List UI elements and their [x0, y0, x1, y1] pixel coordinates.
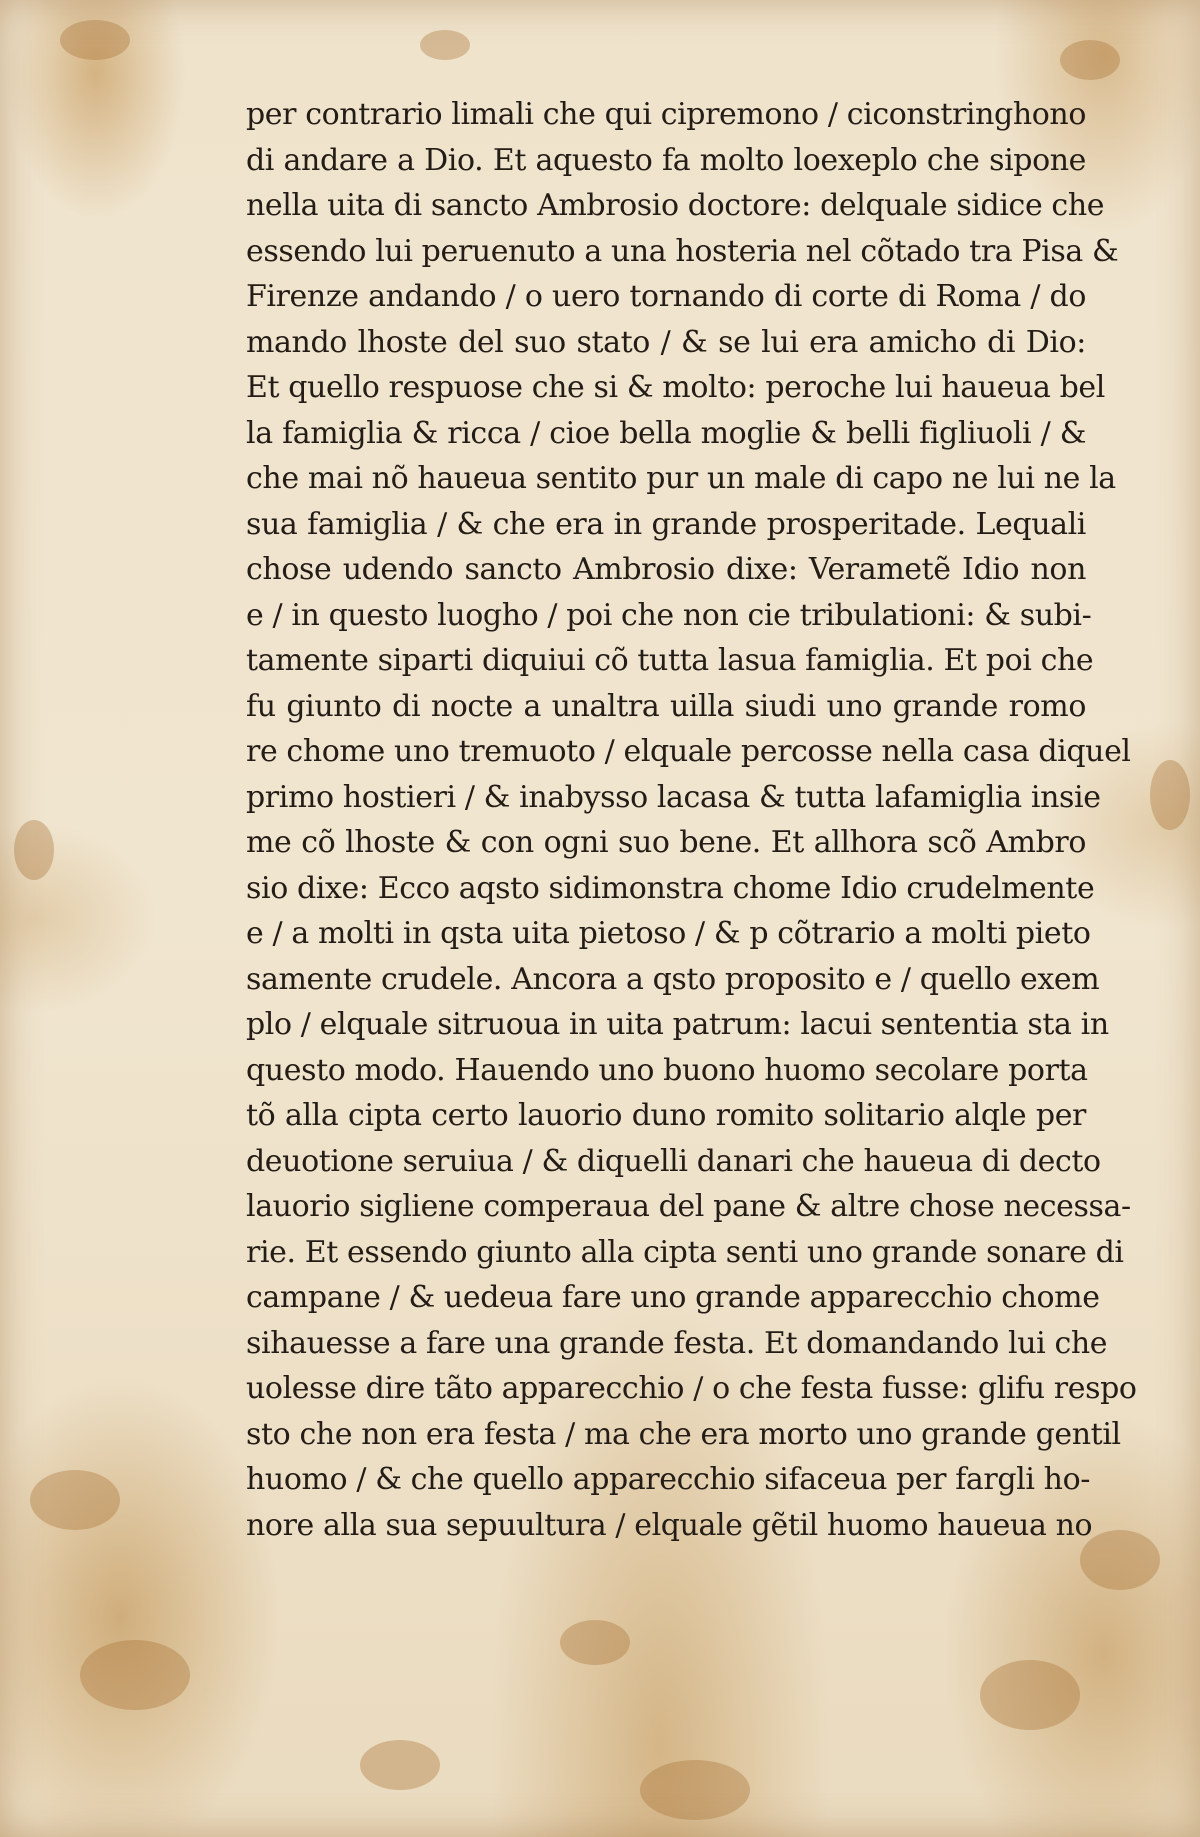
foxing-stain [420, 30, 470, 60]
text-line: sio dixe: Ecco aqsto sidimonstra chome Idio crudelmente [246, 870, 1095, 906]
text-line: sihauesse a fare una grande festa. Et domandando lui che [246, 1325, 1108, 1361]
text-line: plo / elquale sitruoua in uita patrum: lacui sententia sta in [246, 1007, 1109, 1042]
text-line: lauorio sigliene comperaua del pane & altre chose necessa- [246, 1189, 1131, 1224]
text-line: primo hostieri / & inabysso lacasa & tutta lafamiglia insie [246, 779, 1101, 815]
text-line: essendo lui peruenuto a una hosteria nel cõtado tra Pisa & [246, 233, 1119, 269]
text-line: e / in questo luogho / poi che non cie tribulationi: & subi- [246, 597, 1092, 633]
text-line: samente crudele. Ancora a qsto proposito e / quello exem [246, 961, 1100, 997]
text-line: fu giunto di nocte a unaltra uilla siudi uno grande romo [246, 688, 1086, 724]
text-line: Et quello respuose che si & molto: peroche lui haueua bel [246, 370, 1105, 405]
foxing-stain [1060, 40, 1120, 80]
foxing-stain [30, 1470, 120, 1530]
foxing-stain [60, 20, 130, 60]
foxing-stain [80, 1640, 190, 1710]
text-line: tõ alla cipta certo lauorio duno romito solitario alqle per [246, 1098, 1086, 1133]
body-text [246, 92, 1137, 1548]
text-line: per contrario limali che qui cipremono / ciconstringhono [246, 97, 1086, 132]
foxing-stain [14, 820, 54, 880]
text-line: e / a molti in qsta uita pietoso / & p cõtrario a molti pieto [246, 916, 1091, 951]
text-line: huomo / & che quello apparecchio sifaceua per fargli ho- [246, 1462, 1090, 1497]
text-line: di andare a Dio. Et aquesto fa molto loexeplo che sipone [246, 142, 1086, 178]
text-line: me cõ lhoste & con ogni suo bene. Et allhora scõ Ambro [246, 825, 1086, 860]
foxing-stain [1080, 1530, 1160, 1590]
text-line: mando lhoste del suo stato / & se lui era amicho di Dio: [246, 324, 1086, 360]
text-line: la famiglia & ricca / cioe bella moglie & belli figliuoli / & [246, 415, 1086, 451]
text-line: re chome uno tremuoto / elquale percosse nella casa diquel [246, 734, 1131, 769]
text-line: Firenze andando / o uero tornando di corte di Roma / do [246, 279, 1086, 314]
text-line: campane / & uedeua fare uno grande apparecchio chome [246, 1280, 1100, 1315]
text-line: questo modo. Hauendo uno buono huomo secolare porta [246, 1052, 1088, 1088]
text-line: nella uita di sancto Ambrosio doctore: delquale sidice che [246, 188, 1105, 223]
text-line: rie. Et essendo giunto alla cipta senti uno grande sonare di [246, 1234, 1124, 1270]
foxing-stain [1150, 760, 1190, 830]
foxing-stain [560, 1620, 630, 1665]
text-line: nore alla sua sepuultura / elquale gẽtil huomo haueua no [246, 1507, 1093, 1543]
text-line: sto che non era festa / ma che era morto uno grande gentil [246, 1416, 1121, 1452]
foxing-stain [360, 1740, 440, 1790]
foxing-stain [980, 1660, 1080, 1730]
text-line: tamente siparti diquiui cõ tutta lasua famiglia. Et poi che [246, 643, 1094, 678]
text-line: chose udendo sancto Ambrosio dixe: Verametẽ Idio non [246, 552, 1086, 587]
text-line: deuotione seruiua / & diquelli danari che haueua di decto [246, 1143, 1101, 1179]
text-line: uolesse dire tãto apparecchio / o che festa fusse: glifu respo [246, 1371, 1137, 1406]
foxing-stain [640, 1760, 750, 1820]
text-line: sua famiglia / & che era in grande prosperitade. Lequali [246, 506, 1086, 542]
text-line: che mai nõ haueua sentito pur un male di capo ne lui ne la [246, 461, 1116, 496]
